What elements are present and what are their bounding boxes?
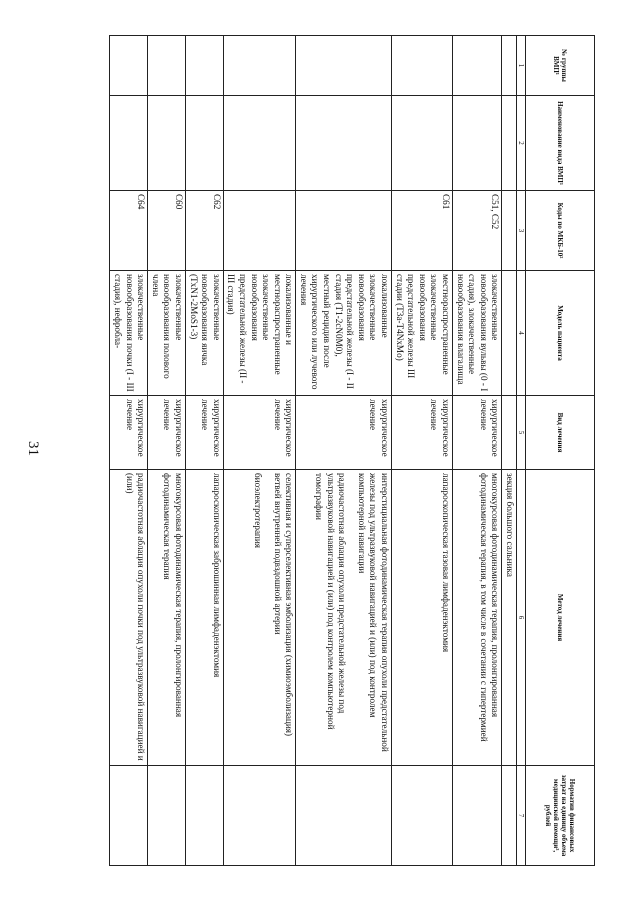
table-row — [223, 36, 296, 866]
table-row — [110, 36, 148, 866]
column-header: Модель пациента — [526, 271, 595, 396]
treatment-type-cell: хирургическое лечение — [110, 396, 148, 470]
vmp-table — [109, 35, 595, 866]
column-header: № группы ВМП¹ — [526, 36, 595, 96]
continuation-text: зекция большого сальника — [502, 470, 517, 766]
table-row — [148, 36, 186, 866]
vmp-name-cell — [392, 96, 453, 191]
cost-cell — [148, 766, 186, 866]
treatment-method: лапароскопическая забрюшинная лимфаденэктомия — [211, 473, 222, 678]
table-row — [392, 36, 453, 866]
patient-model-cell: местнораспространенные злокачественные новообразования предстательной железы III стадии (T3a-T4NxMo) — [392, 271, 453, 396]
treatment-method: радиочастотная аблация опухоли почки под ультразвуковой навигацией и (или) — [124, 473, 147, 761]
group-number-cell — [296, 36, 392, 96]
treatment-type-cell: хирургическое лечение — [223, 396, 296, 470]
patient-model-cell: злокачественные новообразования полового члена — [148, 271, 186, 396]
cost-cell — [453, 766, 502, 866]
icd-codes-cell: C60 — [148, 191, 186, 271]
column-number: 4 — [517, 271, 526, 396]
treatment-type-cell: хирургическое лечение — [148, 396, 186, 470]
treatment-method: радиочастотная аблация опухоли предстательной железы под ультразвуковой навигацией и (или) под контролем компьютерной томографии — [314, 473, 348, 730]
column-number: 2 — [517, 96, 526, 191]
icd-codes-cell: C61 — [392, 191, 453, 271]
cost-cell — [223, 766, 296, 866]
column-header: Коды по МКБ-10² — [526, 191, 595, 271]
patient-model-cell: злокачественные новообразования яичка (TxN1-2MoS1-3) — [185, 271, 223, 396]
group-number-cell — [185, 36, 223, 96]
treatment-method: селективная и суперселективная эмболизация (химиоэмболизация) ветвей внутренней подвздошной артерии — [272, 473, 295, 737]
vmp-name-cell — [453, 96, 502, 191]
rotated-page — [25, 35, 595, 865]
icd-codes-cell — [223, 191, 296, 271]
patient-model-cell: злокачественные новообразования вульвы (0 - I стадия), злокачественные новообразования влагалища — [453, 271, 502, 396]
group-number-cell — [110, 36, 148, 96]
column-number: 6 — [517, 470, 526, 766]
icd-codes-cell: C62 — [185, 191, 223, 271]
column-header: Метод лечения — [526, 470, 595, 766]
table-row — [502, 36, 517, 866]
treatment-method-cell — [185, 470, 223, 766]
treatment-method-cell — [392, 470, 453, 766]
treatment-method: лапароскопическая тазовая лимфаденэктомия — [441, 473, 452, 653]
patient-model-cell: злокачественные новообразования почки (I - III стадия), нефробла- — [110, 271, 148, 396]
cost-cell — [110, 766, 148, 866]
icd-codes-cell — [296, 191, 392, 271]
table-body — [110, 36, 517, 866]
column-header: Наименование вида ВМП¹ — [526, 96, 595, 191]
treatment-method: интерстициальная фотодинамическая терапия опухоли предстательной железы под ультразвуковой навигацией и (или) под контролем компьютерной навигации — [356, 473, 391, 752]
treatment-method-cell — [223, 470, 296, 766]
group-number-cell — [392, 36, 453, 96]
treatment-type-cell: хирургическое лечение — [453, 396, 502, 470]
treatment-method: биоэлектротерапия — [253, 473, 264, 548]
patient-model-cell: локализованные злокачественные новообразования предстательной железы (I - II стадия (T1-2cN0M0), местный рецидив после хирургического или лучевого лечения — [296, 271, 392, 396]
treatment-method: многокурсовая фотодинамическая терапия, пролонгированная фотодинамическая терапия, в том числе в сочетании с гипертермией — [478, 473, 501, 742]
vmp-name-cell — [110, 96, 148, 191]
column-header: Норматив финансовых затрат на единицу объема медицинской помощи³, рублей — [526, 766, 595, 866]
treatment-method-cell — [110, 470, 148, 766]
treatment-method-cell — [296, 470, 392, 766]
column-number-row — [517, 36, 526, 866]
column-number: 1 — [517, 36, 526, 96]
treatment-type-cell: хирургическое лечение — [392, 396, 453, 470]
treatment-type-cell: хирургическое лечение — [296, 396, 392, 470]
treatment-method: многокурсовая фотодинамическая терапия, пролонгированная фотодинамическая терапия — [162, 473, 184, 718]
cost-cell — [185, 766, 223, 866]
treatment-type-cell: хирургическое лечение — [185, 396, 223, 470]
column-header: Вид лечения — [526, 396, 595, 470]
table-row — [296, 36, 392, 866]
vmp-name-cell — [296, 96, 392, 191]
column-number: 3 — [517, 191, 526, 271]
table-row — [453, 36, 502, 866]
column-number: 5 — [517, 396, 526, 470]
page-number: 31 — [25, 441, 41, 456]
treatment-method-cell — [148, 470, 186, 766]
vmp-name-cell — [148, 96, 186, 191]
header-row — [526, 36, 595, 866]
column-number: 7 — [517, 766, 526, 866]
treatment-method-cell — [453, 470, 502, 766]
icd-codes-cell: C51, C52 — [453, 191, 502, 271]
group-number-cell — [223, 36, 296, 96]
cost-cell — [392, 766, 453, 866]
table-row — [185, 36, 223, 866]
group-number-cell — [453, 36, 502, 96]
table-header — [517, 36, 595, 866]
icd-codes-cell: C64 — [110, 191, 148, 271]
cost-cell — [296, 766, 392, 866]
vmp-name-cell — [223, 96, 296, 191]
patient-model-cell: локализованные и местнораспространенные злокачественные новообразования предстательной железы (II - III стадия) — [223, 271, 296, 396]
vmp-name-cell — [185, 96, 223, 191]
group-number-cell — [148, 36, 186, 96]
